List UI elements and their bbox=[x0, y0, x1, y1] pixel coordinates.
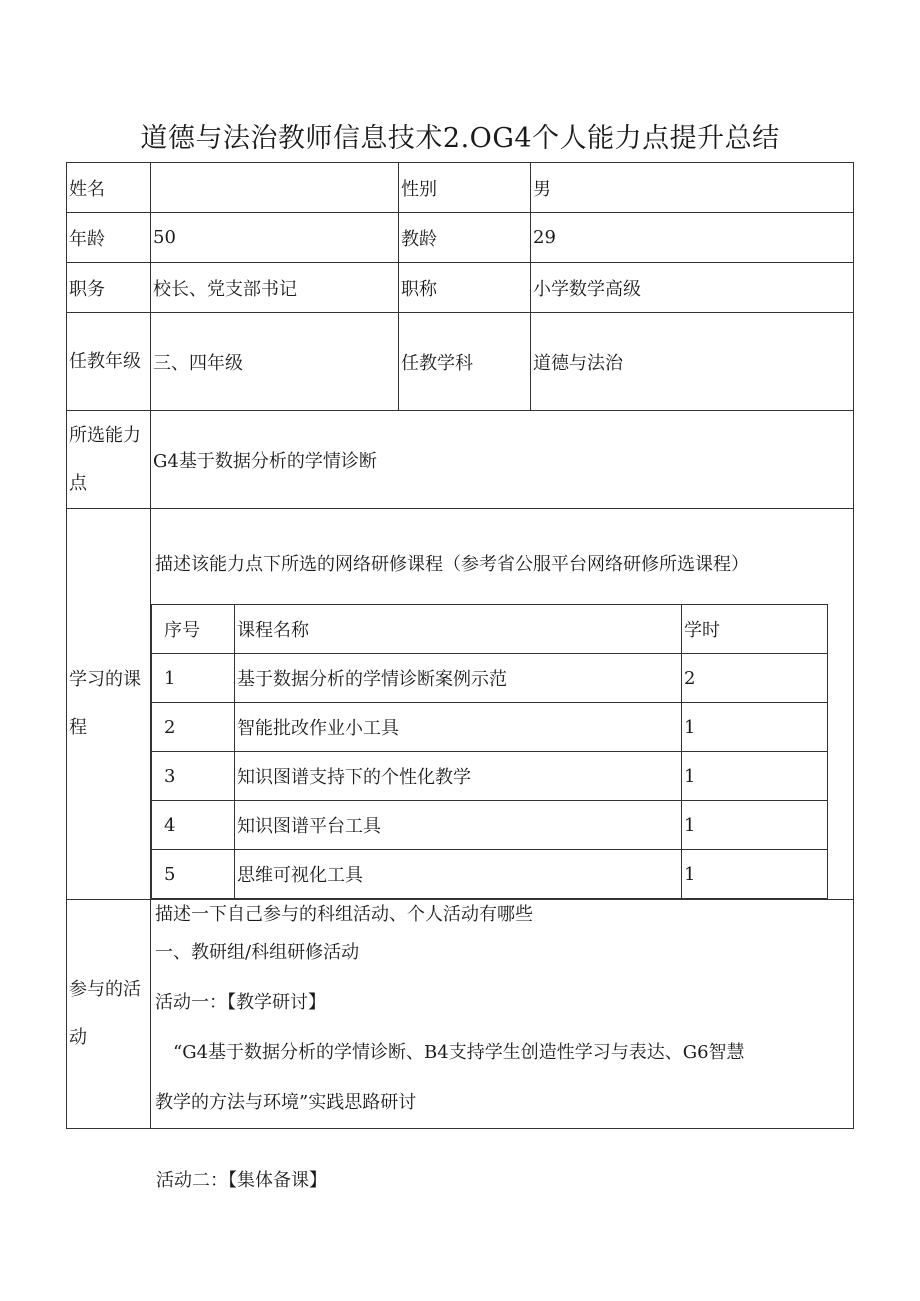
page-title: 道德与法治教师信息技术2.OG4个人能力点提升总结 bbox=[140, 123, 780, 154]
table-row bbox=[67, 213, 854, 263]
course-no: 5 bbox=[152, 850, 235, 899]
rank-value: 小学数学高级 bbox=[531, 263, 854, 313]
activity-one-text-continued: 教学的方法与环境”实践思路研讨 bbox=[155, 1092, 417, 1113]
rank-label: 职称 bbox=[399, 263, 531, 313]
age-value: 50 bbox=[151, 213, 399, 263]
ability-value: G4基于数据分析的学情诊断 bbox=[151, 411, 854, 509]
course-name: 思维可视化工具 bbox=[235, 850, 682, 899]
gender-value: 男 bbox=[531, 163, 854, 213]
course-name: 知识图谱支持下的个性化教学 bbox=[235, 752, 682, 801]
table-row bbox=[152, 703, 828, 752]
activities-intro: 描述一下自己参与的科组活动、个人活动有哪些 bbox=[155, 904, 533, 925]
course-hours: 1 bbox=[682, 850, 828, 899]
table-row bbox=[152, 752, 828, 801]
course-hours: 1 bbox=[682, 801, 828, 850]
course-name: 知识图谱平台工具 bbox=[235, 801, 682, 850]
course-hours: 1 bbox=[682, 703, 828, 752]
courses-label: 学习的课程 bbox=[67, 509, 151, 900]
activities-label: 参与的活动 bbox=[67, 900, 151, 1129]
courses-table bbox=[151, 604, 828, 899]
subject-value: 道德与法治 bbox=[531, 313, 854, 411]
table-row bbox=[67, 509, 854, 900]
courses-cell bbox=[151, 509, 854, 900]
course-hours: 1 bbox=[682, 752, 828, 801]
course-no: 1 bbox=[152, 654, 235, 703]
profile-table bbox=[66, 162, 854, 1129]
course-no: 3 bbox=[152, 752, 235, 801]
name-value bbox=[151, 163, 399, 213]
course-no: 2 bbox=[152, 703, 235, 752]
teaching-years-value: 29 bbox=[531, 213, 854, 263]
ability-label: 所选能力点 bbox=[67, 411, 151, 509]
table-row bbox=[152, 850, 828, 899]
gender-label: 性别 bbox=[399, 163, 531, 213]
course-name: 基于数据分析的学情诊断案例示范 bbox=[235, 654, 682, 703]
header-hours: 学时 bbox=[682, 605, 828, 654]
activities-cell bbox=[151, 900, 854, 1129]
table-row bbox=[67, 313, 854, 411]
header-name: 课程名称 bbox=[235, 605, 682, 654]
teaching-years-label: 教龄 bbox=[399, 213, 531, 263]
activity-two-title: 活动二：【集体备课】 bbox=[156, 1170, 327, 1191]
course-no: 4 bbox=[152, 801, 235, 850]
table-row bbox=[67, 900, 854, 1129]
activity-one-text: “G4基于数据分析的学情诊断、B4支持学生创造性学习与表达、G6智慧 bbox=[173, 1042, 745, 1063]
courses-header-row bbox=[152, 605, 828, 654]
table-row bbox=[152, 801, 828, 850]
age-label: 年龄 bbox=[67, 213, 151, 263]
activities-section: 一、教研组/科组研修活动 bbox=[155, 942, 360, 963]
position-label: 职务 bbox=[67, 263, 151, 313]
course-name: 智能批改作业小工具 bbox=[235, 703, 682, 752]
course-hours: 2 bbox=[682, 654, 828, 703]
courses-description: 描述该能力点下所选的网络研修课程（参考省公服平台网络研修所选课程） bbox=[155, 554, 749, 575]
header-no: 序号 bbox=[152, 605, 235, 654]
subject-label: 任教学科 bbox=[399, 313, 531, 411]
activity-one-title: 活动一：【教学研讨】 bbox=[155, 992, 326, 1013]
grade-label: 任教年级 bbox=[67, 313, 151, 411]
table-row bbox=[152, 654, 828, 703]
table-row bbox=[67, 163, 854, 213]
position-value: 校长、党支部书记 bbox=[151, 263, 399, 313]
table-row bbox=[67, 263, 854, 313]
grade-value: 三、四年级 bbox=[151, 313, 399, 411]
name-label: 姓名 bbox=[67, 163, 151, 213]
table-row bbox=[67, 411, 854, 509]
